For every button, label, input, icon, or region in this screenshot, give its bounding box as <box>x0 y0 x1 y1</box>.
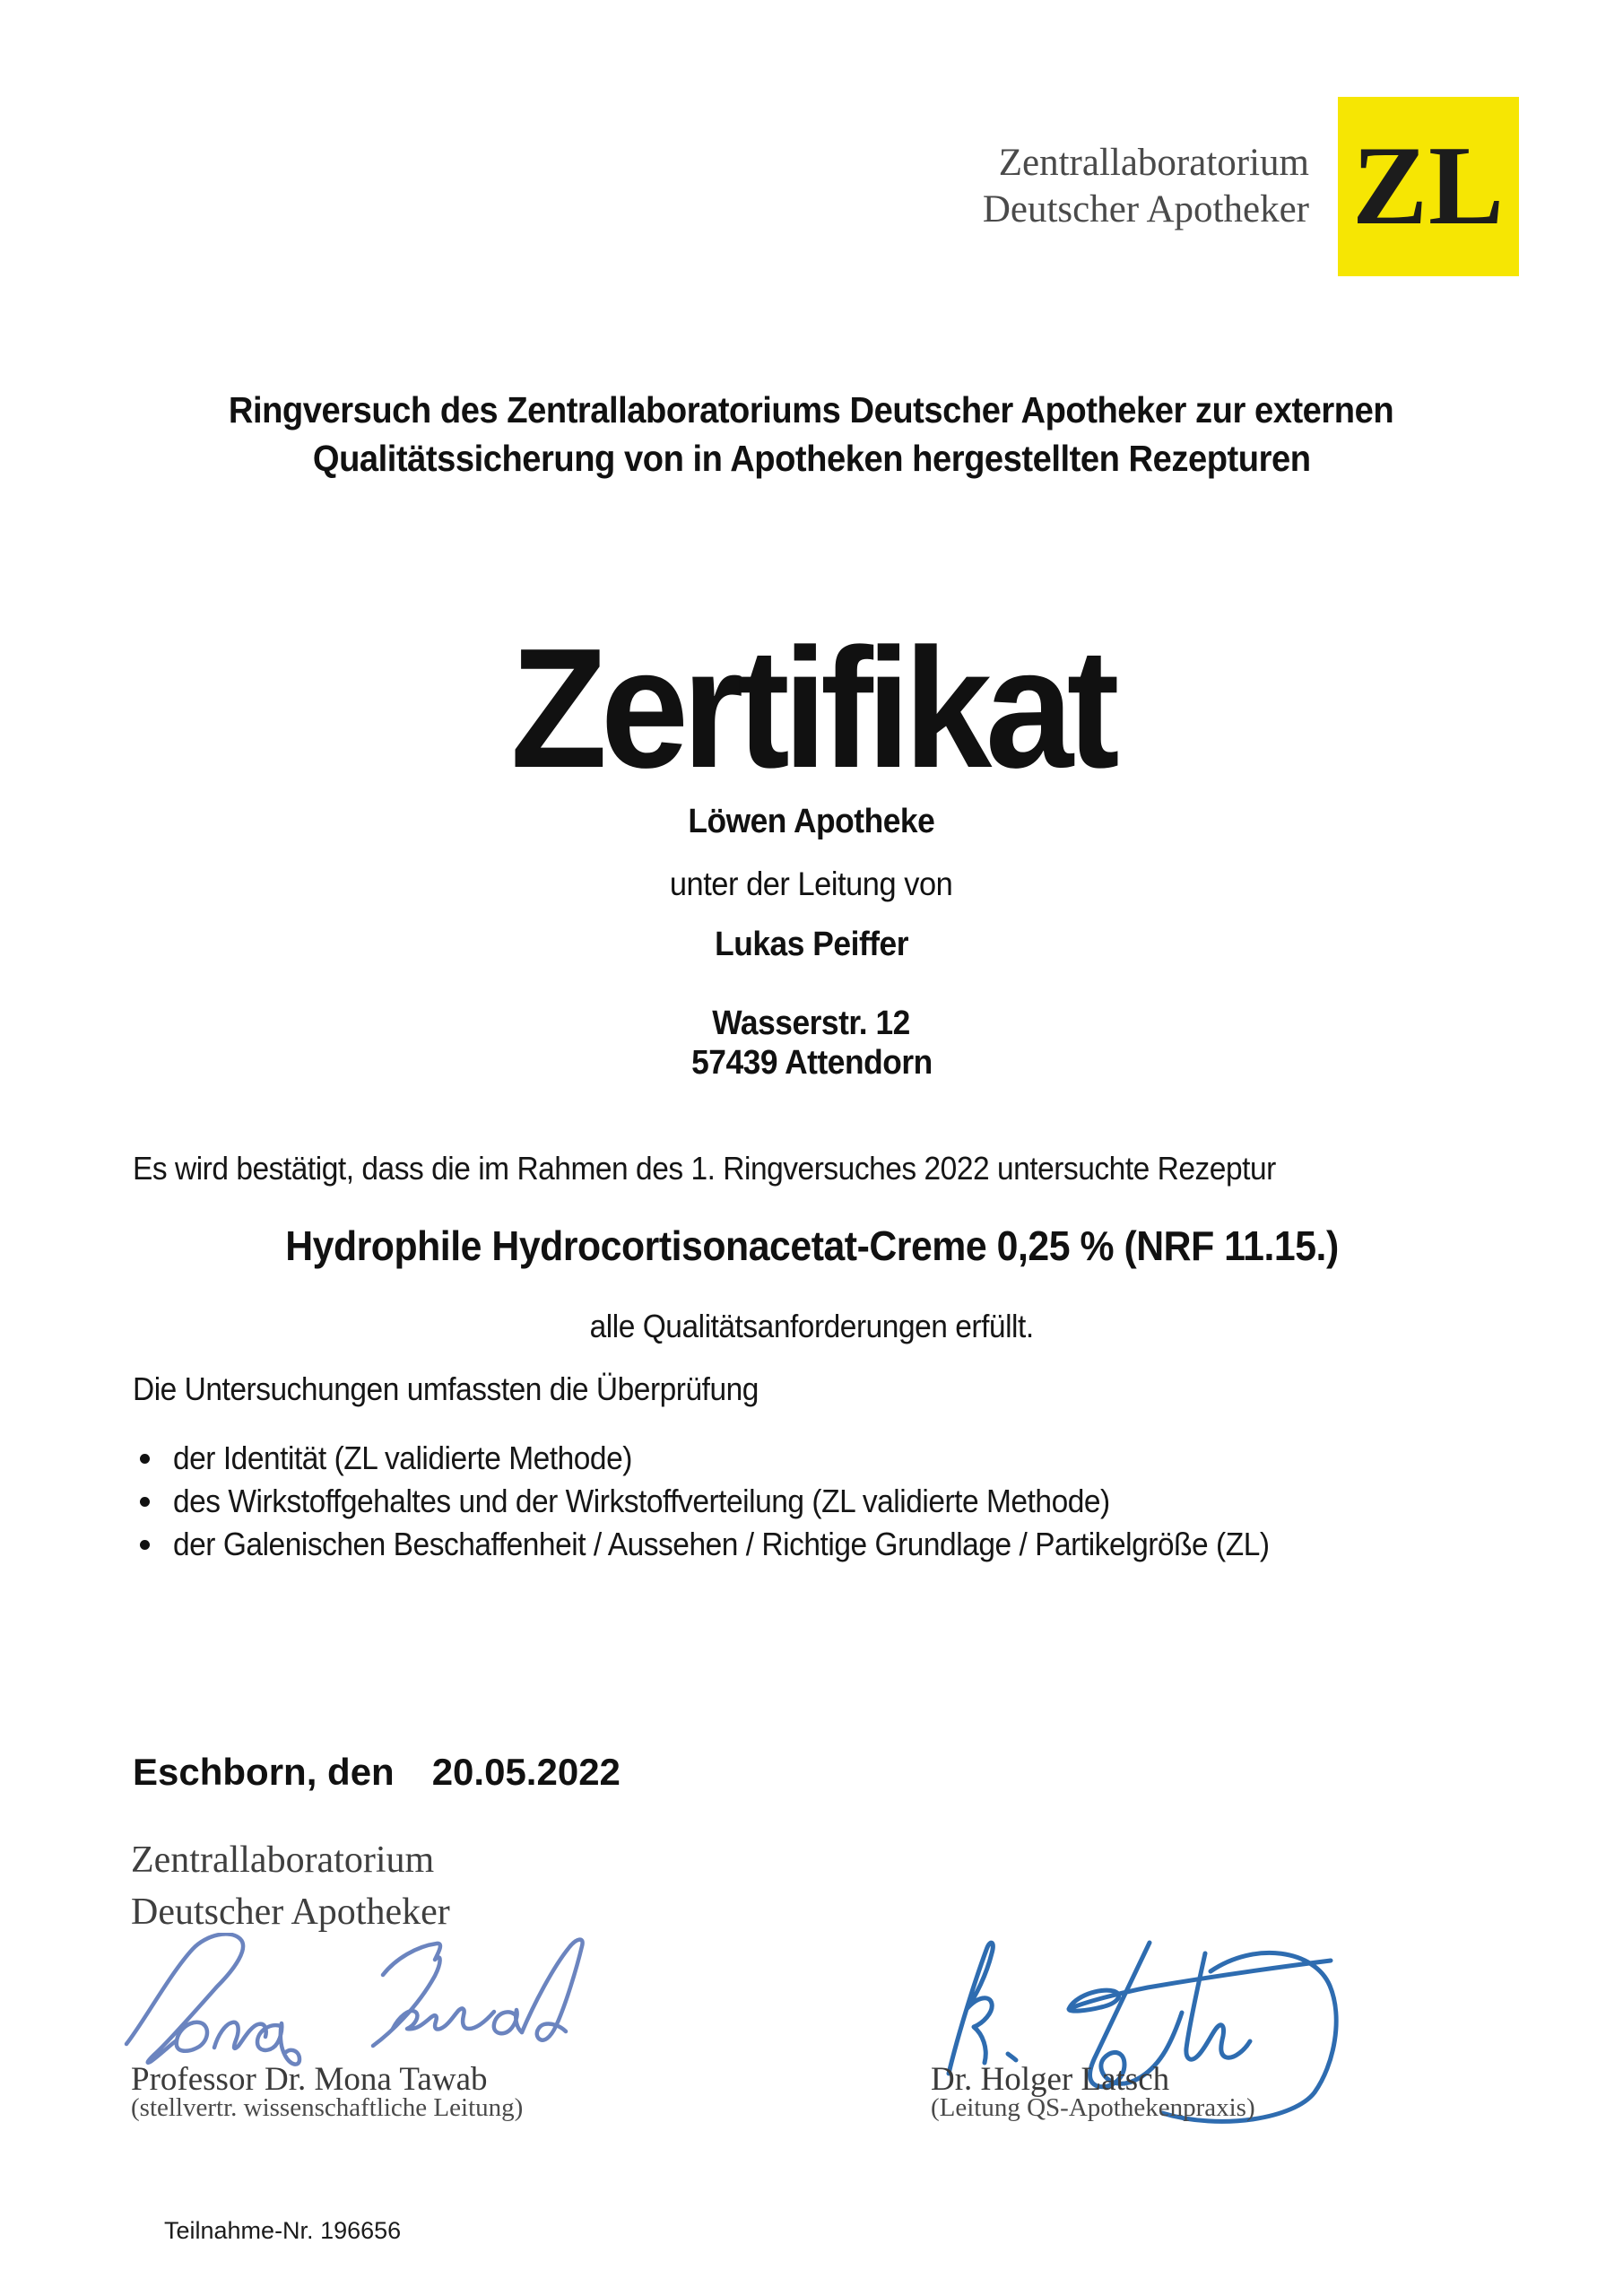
signer-name: Dr. Holger Latsch <box>931 2061 1170 2098</box>
org-line-2: Deutscher Apotheker <box>131 1891 450 1933</box>
signature-stroke <box>1186 1953 1250 2059</box>
list-item: der Galenischen Beschaffenheit / Aussehen / Richtige Grundlage / Partikelgröße (ZL) <box>133 1528 1352 1561</box>
signer-name: Professor Dr. Mona Tawab <box>131 2061 488 2098</box>
signature-stroke <box>1008 2054 1016 2060</box>
examinations-list <box>133 1439 1352 1571</box>
signer-role: (Leitung QS-Apothekenpraxis) <box>931 2093 1255 2122</box>
pharmacy-address <box>0 1004 1623 1083</box>
zl-logo <box>983 97 1519 276</box>
subtitle-line-2: Qualitätssicherung von in Apotheken hergestellten Rezepturen <box>312 438 1311 480</box>
signature-stroke <box>522 1940 583 2040</box>
zl-logo-text <box>983 140 1309 234</box>
lead-in-text: unter der Leitung von <box>670 865 953 902</box>
list-item: des Wirkstoffgehaltes und der Wirkstoffverteilung (ZL validierte Methode) <box>133 1485 1352 1518</box>
signature-stroke <box>949 1943 993 2074</box>
zl-logo-mark <box>1338 97 1519 276</box>
bullet-dot-icon <box>140 1454 150 1464</box>
signature-stroke <box>393 2009 494 2030</box>
recipient-block <box>0 803 1623 1083</box>
product-name: Hydrophile Hydrocortisonacetat-Creme 0,25 % (NRF 11.15.) <box>284 1222 1339 1269</box>
issue-place: Eschborn, den <box>133 1751 395 1793</box>
document-subtitle <box>0 386 1623 483</box>
bullet-dot-icon <box>140 1540 150 1550</box>
issuing-organization <box>131 1835 450 1939</box>
signature-stroke <box>494 2010 522 2033</box>
certificate-title: Zertifikat <box>510 613 1113 804</box>
pharmacist-name: Lukas Peiffer <box>715 926 908 963</box>
list-item: der Identität (ZL validierte Methode) <box>133 1442 1352 1474</box>
logo-line-2: Deutscher Apotheker <box>982 188 1309 230</box>
participation-number: Teilnahme-Nr. 196656 <box>164 2217 402 2244</box>
signature-stroke <box>177 2022 266 2051</box>
confirmation-result: alle Qualitätsanforderungen erfüllt. <box>589 1308 1034 1344</box>
signature-stroke <box>126 1934 243 2062</box>
logo-line-1: Zentrallaboratorium <box>998 141 1309 184</box>
signature-stroke <box>257 2023 299 2065</box>
issue-date: 20.05.2022 <box>431 1751 621 1793</box>
org-line-1: Zentrallaboratorium <box>131 1839 435 1881</box>
subtitle-line-1: Ringversuch des Zentrallaboratoriums Deutscher Apotheker zur externen <box>229 389 1394 430</box>
issue-line <box>133 1751 621 1794</box>
bullet-dot-icon <box>140 1497 150 1507</box>
address-city: 57439 Attendorn <box>690 1044 933 1083</box>
signer-role: (stellvertr. wissenschaftliche Leitung) <box>131 2093 524 2122</box>
pharmacy-name: Löwen Apotheke <box>688 803 935 840</box>
address-street: Wasserstr. 12 <box>712 1004 911 1042</box>
confirmation-intro: Es wird bestätigt, dass die im Rahmen des 1. Ringversuches 2022 untersuchte Rezeptur <box>133 1150 1276 1187</box>
zl-logo-letters: ZL <box>1351 124 1506 248</box>
examinations-intro: Die Untersuchungen umfassten die Überprüfung <box>133 1370 759 1407</box>
